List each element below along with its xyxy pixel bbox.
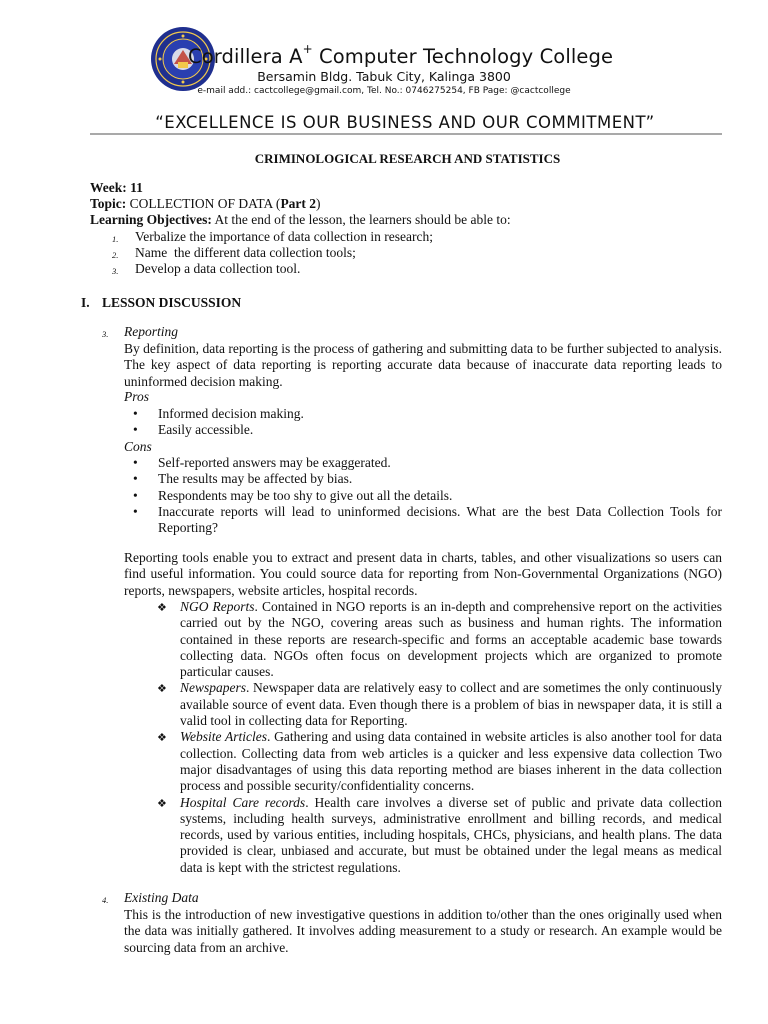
header-divider <box>90 133 722 135</box>
list-item: • Respondents may be too shy to give out all the details. <box>133 487 453 503</box>
tools-list <box>124 599 722 876</box>
objective-number: 1. <box>112 234 119 244</box>
list-item: ❖ Newspapers. Newspaper data are relatively easy to collect and are sometimes the only continuously available source of event data. Even though there is a problem of bias in newspaper data, it is still a valid tool in collecting data for Reporting. <box>157 680 722 729</box>
pros-label: Pros <box>124 389 150 404</box>
objective-number: 2. <box>112 250 119 260</box>
college-contact: e-mail add.: cactcollege@gmail.com, Tel. No.: 0746275254, FB Page: @cactcollege <box>197 86 571 96</box>
existing-data-text: This is the introduction of new investigative questions in addition to/other than the ones originally used when the data was initially gathered. It involves adding measurement to a study or research. An example would be sourcing data from an archive. <box>124 907 722 955</box>
pros-list <box>124 406 722 439</box>
list-item: ❖ Website Articles. Gathering and using data contained in website articles is also another tool for data collection. Collecting data from web articles is a quicker and less expensive data collection Two major disadvantages of using this data reporting method are biases inherent in the data collection process and possible security/confidentiality concerns. <box>157 729 722 794</box>
tools-intro: Reporting tools enable you to extract and present data in charts, tables, and other visualizations so users can find useful information. You could source data for reporting from Non-Governmental Organizations (NGO) reports, newspapers, website articles, hospital records. <box>124 550 722 598</box>
list-item: ❖ Hospital Care records. Health care involves a diverse set of public and private data collection systems, including health surveys, administrative enrollment and billing records, and medical records, used by various entities, including hospitals, CHCs, physicians, and health plans. The data provided is clear, unbiased and accurate, but must be obtained under the legal means as medical data is kept with the strictest regulations. <box>157 794 722 875</box>
list-item: • Self-reported answers may be exaggerated. <box>133 455 391 470</box>
list-item: • Inaccurate reports will lead to uninformed decisions. What are the best Data Collection Tools for Reporting? <box>133 503 722 536</box>
item-number: 4. <box>102 895 109 905</box>
cons-label: Cons <box>124 439 152 454</box>
objective-item: Name the different data collection tools; <box>135 245 356 260</box>
reporting-title: Reporting <box>124 324 178 339</box>
section-number: I. <box>81 295 90 310</box>
objective-item: Develop a data collection tool. <box>135 261 301 276</box>
college-name: Cordillera A+ Computer Technology College <box>188 42 614 68</box>
reporting-definition: By definition, data reporting is the process of gathering and submitting data to be further subjected to analysis. The key aspect of data reporting is reporting accurate data because of inaccurate data reporting leads to uninformed decision making. <box>124 341 722 389</box>
objective-number: 3. <box>112 266 119 276</box>
item-number: 3. <box>102 329 109 339</box>
objective-item: Verbalize the importance of data collection in research; <box>135 229 433 244</box>
list-item: • The results may be affected by bias. <box>133 471 353 487</box>
topic-line: Topic: COLLECTION OF DATA (Part 2) <box>90 196 321 211</box>
course-title: CRIMINOLOGICAL RESEARCH AND STATISTICS <box>254 151 561 166</box>
list-item: • Informed decision making. <box>133 406 304 421</box>
list-item: • Easily accessible. <box>133 422 254 438</box>
existing-data-title: Existing Data <box>124 890 199 905</box>
college-address: Bersamin Bldg. Tabuk City, Kalinga 3800 <box>257 69 511 84</box>
section-title: LESSON DISCUSSION <box>102 295 242 310</box>
college-motto: “EXCELLENCE IS OUR BUSINESS AND OUR COMMITMENT” <box>155 113 655 132</box>
objectives-line: Learning Objectives: At the end of the lesson, the learners should be able to: <box>90 212 511 227</box>
list-item: ❖ NGO Reports. Contained in NGO reports is an in-depth and comprehensive report on the activities carried out by the NGO, covering areas such as business and human rights. The information contained in these reports are research-specific and forms an acceptable academic base towards collecting data. NGOs often focus on development projects which are organized to promote particular causes. <box>157 599 723 680</box>
week-line: Week: 11 <box>90 180 143 195</box>
cons-list <box>124 455 722 536</box>
